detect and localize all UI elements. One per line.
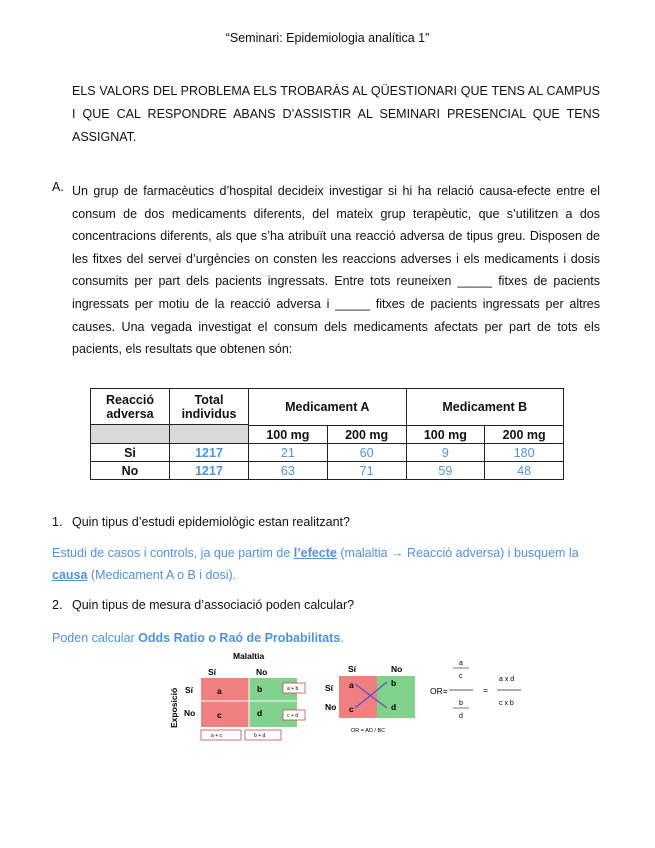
- cell-c: c: [217, 710, 222, 720]
- q1-answer-link-efecte: l’efecte: [293, 546, 337, 560]
- row-no-label: No: [184, 708, 196, 718]
- sum-bd: b + d: [254, 733, 266, 739]
- cell-value: 71: [327, 462, 406, 480]
- formula-axd: a x d: [499, 676, 515, 683]
- q2-number: 2.: [52, 598, 63, 612]
- header-total: Total individus: [170, 389, 249, 425]
- dose-header: 100 mg: [249, 426, 328, 444]
- q1-answer-post: (Medicament A o B i dosi).: [87, 568, 237, 582]
- or-caption: OR = AD / BC: [351, 728, 386, 734]
- q1-answer-mid: (malaltia → Reacció adversa) i busquem la: [336, 546, 579, 560]
- dose-header: 100 mg: [406, 426, 485, 444]
- sum-ab: a + b: [287, 686, 299, 692]
- row-total: 1217: [170, 444, 249, 462]
- cell-a-bg: [201, 678, 249, 701]
- cell-value: 48: [485, 462, 564, 480]
- sum-cd: c + d: [287, 713, 298, 719]
- mid-row-no-label: No: [325, 702, 337, 712]
- page-title: “Seminari: Epidemiologia analítica 1”: [225, 31, 430, 45]
- cell-value: 60: [327, 444, 406, 462]
- q1-number: 1.: [52, 515, 63, 529]
- row-label: Si: [91, 444, 170, 462]
- q2-answer-pre: Poden calcular: [52, 631, 139, 645]
- formula-a: a: [459, 660, 463, 667]
- col-no-label: No: [256, 667, 268, 677]
- q1-text: Quin tipus d’estudi epidemiològic estan realitzant?: [72, 515, 350, 529]
- q1-answer: [52, 542, 612, 586]
- col-si-label: Sí: [208, 667, 217, 677]
- q1-answer-link-causa: causa: [52, 568, 88, 582]
- cell-b: b: [257, 684, 263, 694]
- q2-text: Quin tipus de mesura d’associació poden calcular?: [72, 598, 355, 612]
- odds-ratio-figure: [165, 648, 545, 748]
- cell-a: a: [217, 686, 222, 696]
- cell-value: 9: [406, 444, 485, 462]
- cell-value: 21: [249, 444, 328, 462]
- table-row: [91, 462, 564, 480]
- notice-text: ELS VALORS DEL PROBLEMA ELS TROBARÀS AL QÜESTIONARI QUE TENS AL CAMPUS I QUE CAL RESPONDRE ABANS D’ASSISTIR AL SEMINARI PRESENCIAL QUE TENS ASSIGNAT.: [72, 84, 600, 144]
- mid-cell-c-bg: [339, 696, 377, 718]
- q2-answer-post: .: [340, 631, 344, 645]
- header-reaccio: Reacció adversa: [91, 389, 170, 425]
- formula-equals: =: [483, 685, 488, 695]
- results-table: [90, 388, 564, 480]
- formula-cxb: c x b: [499, 700, 514, 707]
- dose-header: 200 mg: [485, 426, 564, 444]
- row-si-label: Sí: [185, 685, 194, 695]
- q2-answer-bold: Odds Ratio o Raó de Probabilitats: [138, 631, 341, 645]
- q1-answer-pre: Estudi de casos i controls, ja que partim de: [52, 546, 294, 560]
- mid-cell-c: c: [349, 704, 354, 714]
- section-a-text: Un grup de farmacèutics d’hospital decideix investigar si hi ha relació causa-efecte entre el consum de dos medicaments diferents, del mateix grup terapèutic, que s’utilitzen a dos concentracions diferents, als que s’ha atribuït una reacció adversa de tipus greu. Disposen de les fitxes del servei d’urgències on consten les reaccions adverses i els medicaments i dosis consumits per part dels pacients ingressats. Entre tots reuneixen _____ fitxes de pacients ingressats per motiu de la reacció adversa i _____ fitxes de pacients ingressats per altres causes. Una vegada investigat el consum dels medicaments afectats per part de tots els pacients, els resultats que obtenen són:: [72, 184, 600, 357]
- section-a-label: A.: [52, 180, 64, 194]
- q2-answer: [52, 627, 344, 649]
- or-label: OR=: [430, 686, 448, 696]
- exposicio-label: Exposició: [169, 687, 179, 728]
- dose-header: 200 mg: [327, 426, 406, 444]
- mid-cell-d: d: [391, 702, 397, 712]
- malaltia-label: Malaltia: [233, 651, 265, 661]
- formula-b: b: [459, 700, 463, 707]
- formula-d: d: [459, 713, 463, 720]
- blank-cell: [170, 425, 249, 444]
- cell-value: 63: [249, 462, 328, 480]
- row-label: No: [91, 462, 170, 480]
- cell-value: 59: [406, 462, 485, 480]
- mid-cell-b: b: [391, 678, 397, 688]
- blank-cell: [91, 425, 170, 444]
- mid-row-si-label: Sí: [325, 683, 334, 693]
- mid-col-no-label: No: [391, 664, 403, 674]
- mid-cell-a: a: [349, 680, 354, 690]
- table-row: [91, 444, 564, 462]
- header-med-a: Medicament A: [249, 389, 407, 426]
- header-med-b: Medicament B: [406, 389, 564, 426]
- sum-ac: a + c: [211, 733, 222, 739]
- cell-value: 180: [485, 444, 564, 462]
- mid-col-si-label: Sí: [348, 664, 357, 674]
- cell-d: d: [257, 708, 263, 718]
- cell-c-bg: [201, 701, 249, 727]
- formula-c: c: [459, 673, 463, 680]
- row-total: 1217: [170, 462, 249, 480]
